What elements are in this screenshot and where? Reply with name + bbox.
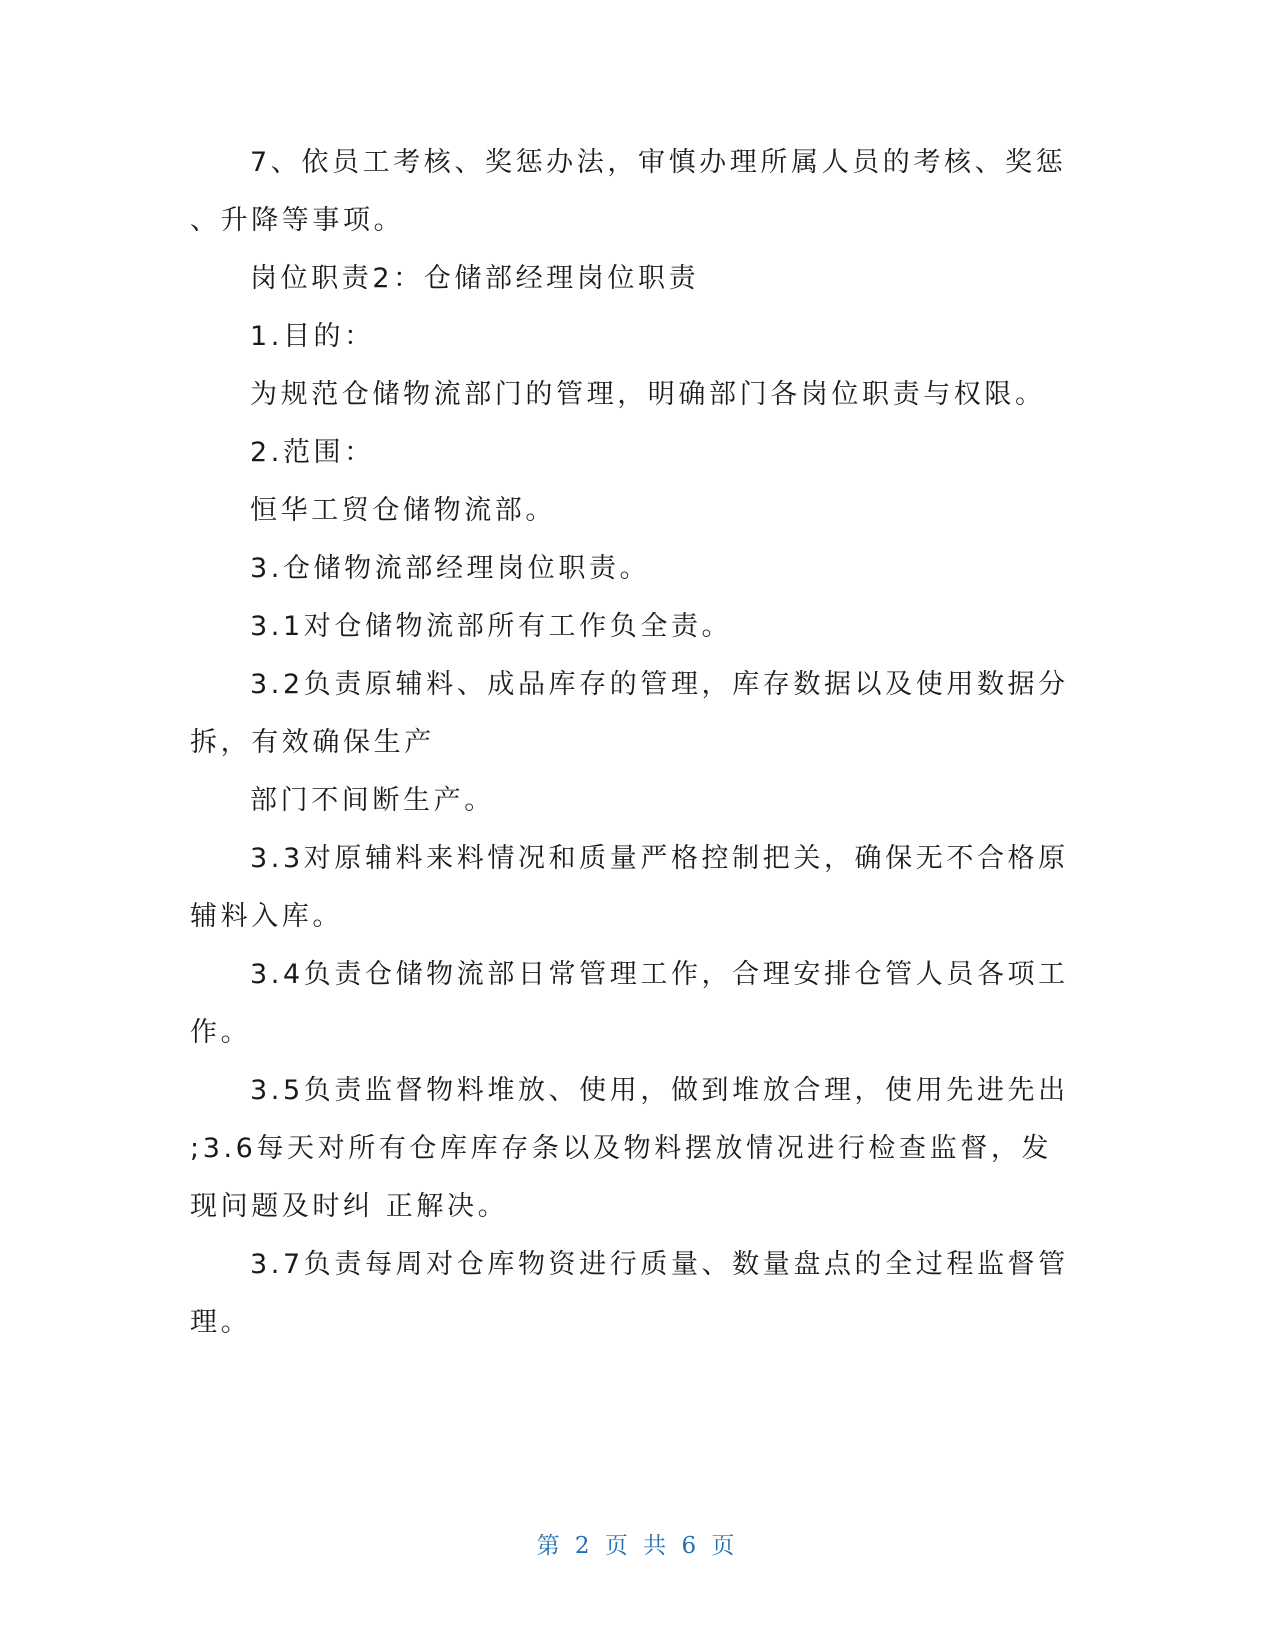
text-line: 恒华工贸仓储物流部。 [250,495,556,526]
text-line: 辅料入库。 [190,901,343,932]
text-line: 现问题及时纠 正解决。 [190,1191,509,1222]
page-number-footer: 第 2 页 共 6 页 [536,1533,739,1559]
text-line: 3.仓储物流部经理岗位职责。 [250,553,651,584]
text-line: 1.目的： [250,321,375,352]
text-line: 、升降等事项。 [190,205,405,236]
text-line: 3.5负责监督物料堆放、使用，做到堆放合理，使用先进先出 [250,1075,1069,1106]
text-line: 3.1对仓储物流部所有工作负全责。 [250,611,733,642]
text-line: 为规范仓储物流部门的管理，明确部门各岗位职责与权限。 [250,379,1046,410]
text-line: 部门不间断生产。 [250,785,495,816]
text-line: ;3.6每天对所有仓库库存条以及物料摆放情况进行检查监督，发 [190,1133,1053,1164]
text-line: 2.范围： [250,437,375,468]
text-line: 3.2负责原辅料、成品库存的管理，库存数据以及使用数据分 [250,669,1069,700]
text-line: 3.7负责每周对仓库物资进行质量、数量盘点的全过程监督管 [250,1249,1069,1280]
section-heading: 岗位职责2：仓储部经理岗位职责 [250,263,700,294]
text-line: 3.3对原辅料来料情况和质量严格控制把关，确保无不合格原 [250,843,1069,874]
text-line: 作。 [190,1017,252,1048]
text-line: 拆，有效确保生产 [190,727,435,758]
text-line: 理。 [190,1307,252,1338]
text-line: 7、依员工考核、奖惩办法，审慎办理所属人员的考核、奖惩 [250,147,1067,178]
text-line: 3.4负责仓储物流部日常管理工作，合理安排仓管人员各项工 [250,959,1069,990]
